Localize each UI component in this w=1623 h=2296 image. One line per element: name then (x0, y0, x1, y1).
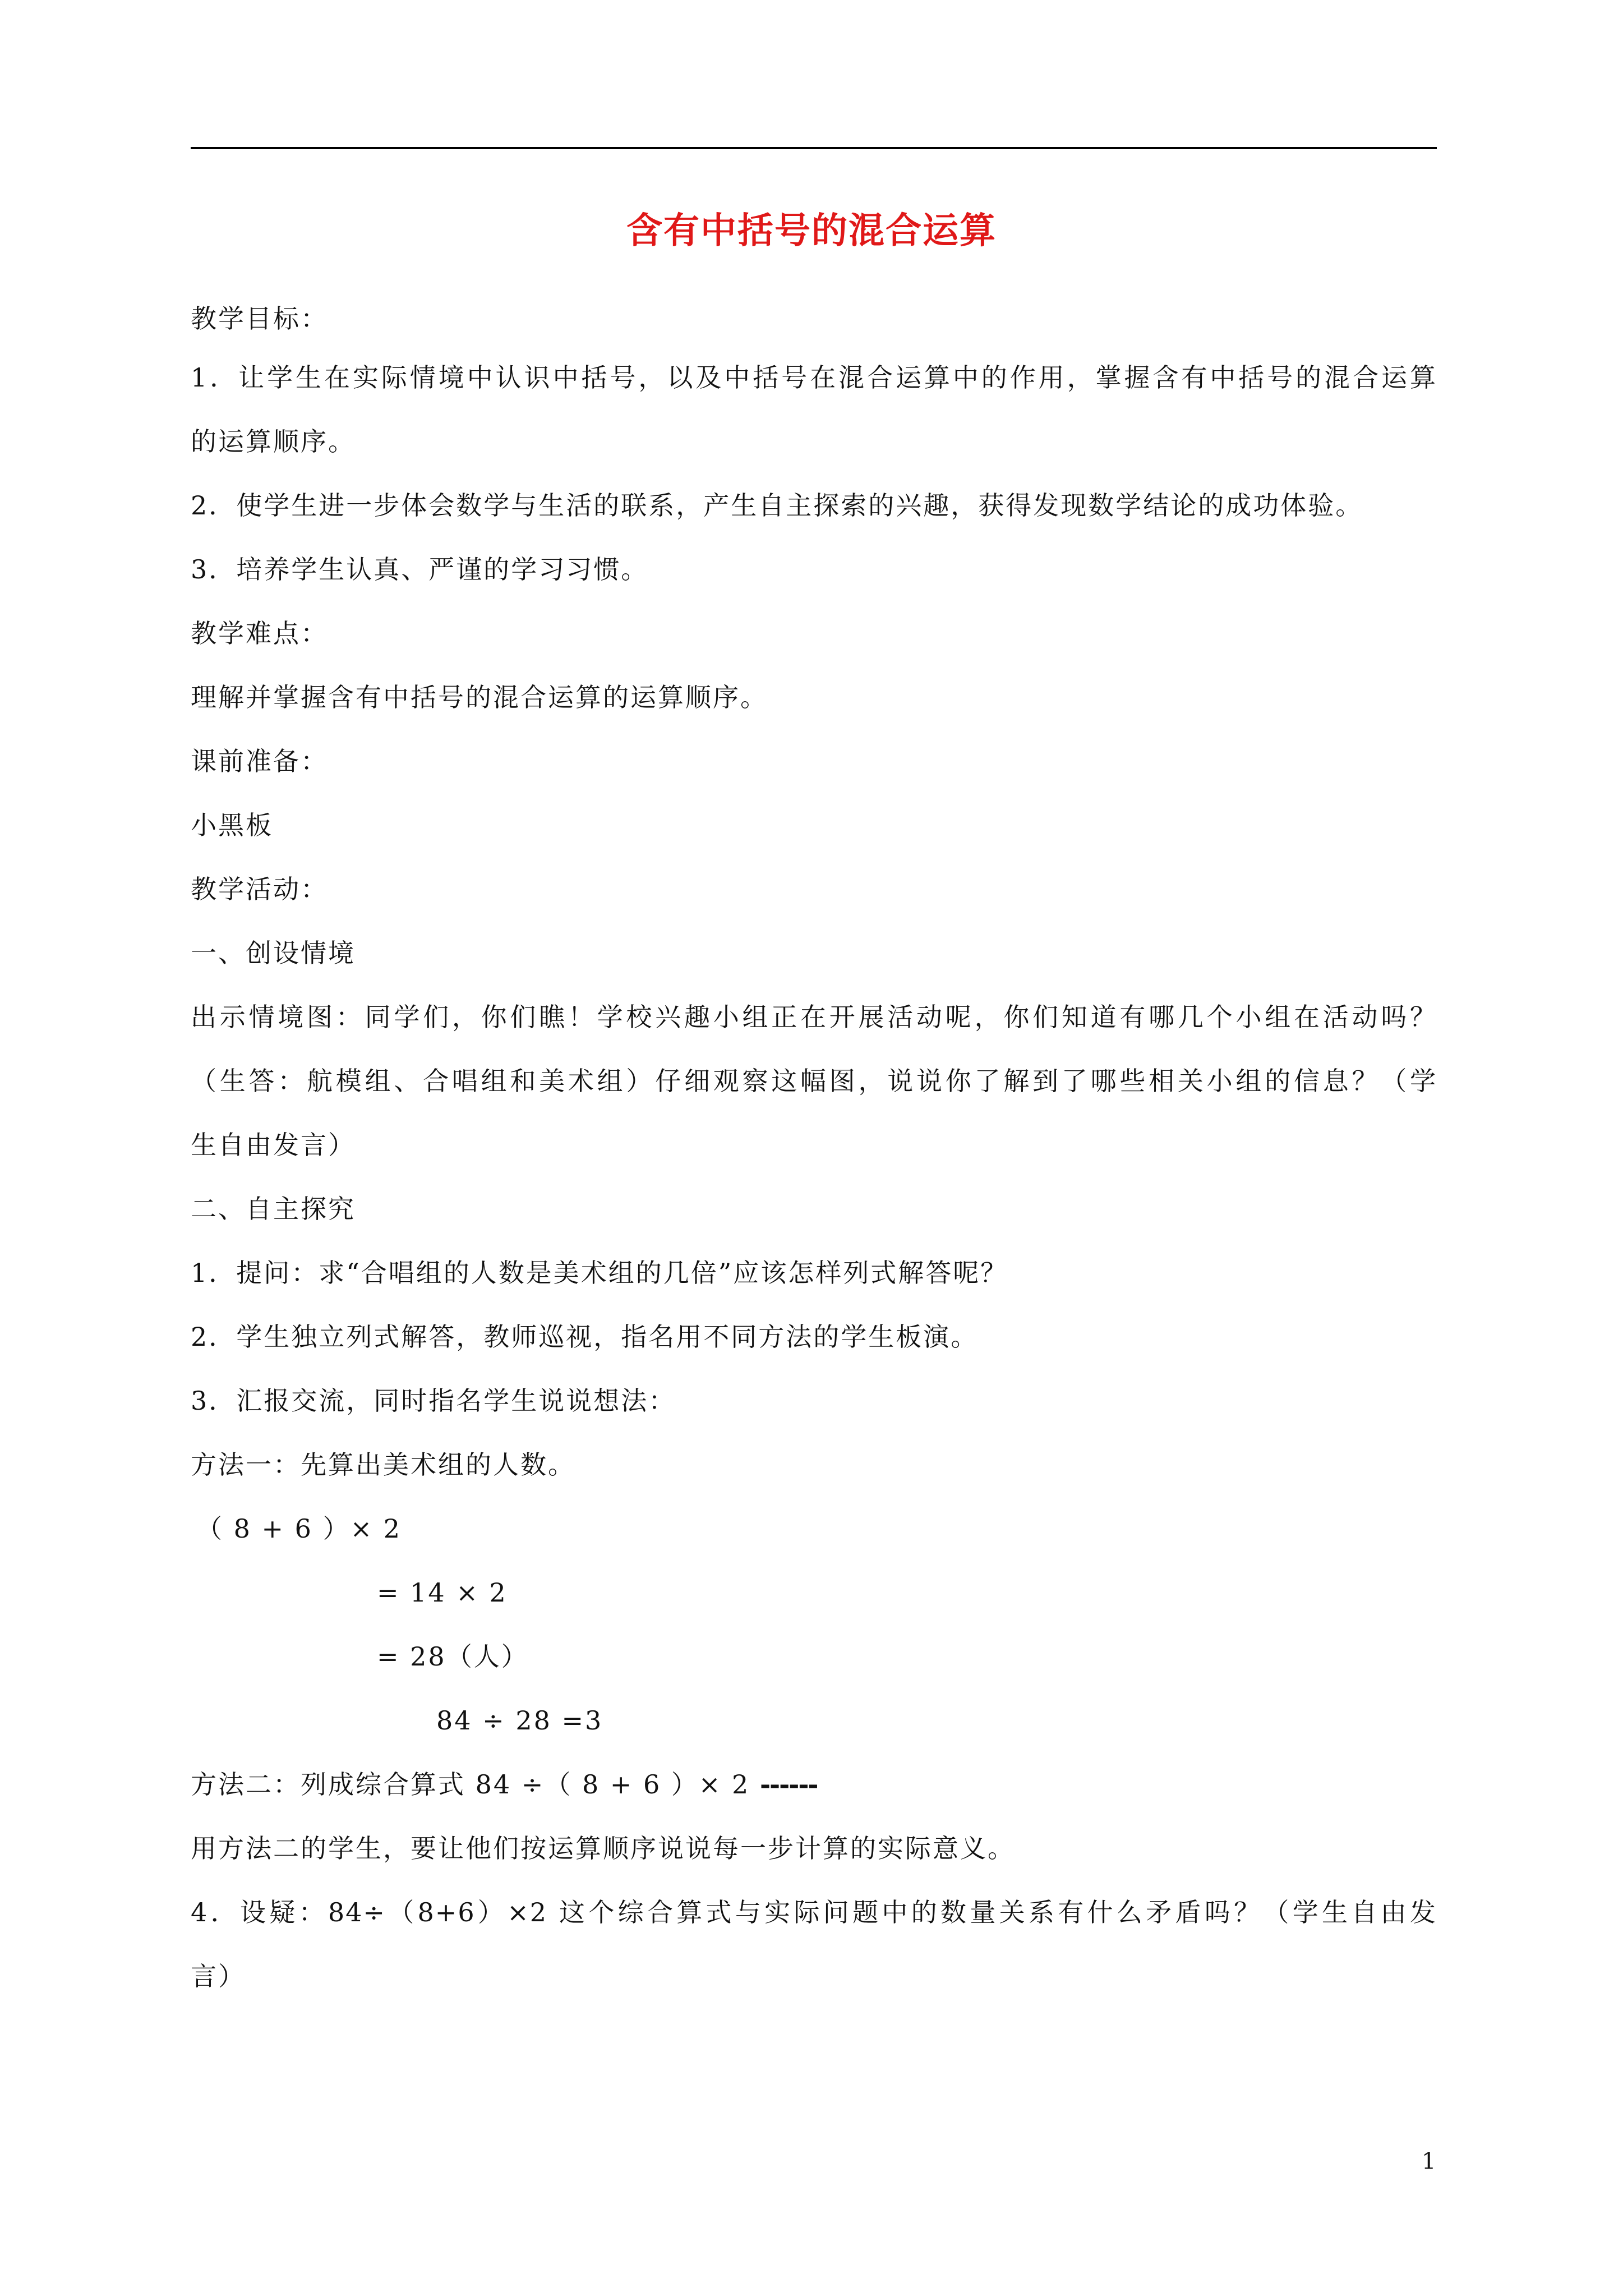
method-2-dashes: ------ (759, 1769, 818, 1800)
document-title: 含有中括号的混合运算 (626, 210, 997, 252)
calc-line-1: （ 8 + 6 ）× 2 (196, 1513, 402, 1544)
page-number: 1 (1422, 2148, 1436, 2174)
activity-heading: 教学活动： (191, 874, 328, 904)
goal-1-line-1: 1．让学生在实际情境中认识中括号，以及中括号在混合运算中的作用，掌握含有中括号的混合运算 (191, 362, 1437, 393)
section-1-heading: 一、创设情境 (191, 938, 356, 968)
method-2-text: 方法二：列成综合算式 84 ÷（ 8 + 6 ）× 2 (191, 1769, 760, 1800)
difficulty-heading: 教学难点： (191, 618, 328, 648)
calc-line-2: = 14 × 2 (377, 1577, 508, 1608)
method-2 (191, 1768, 818, 1801)
step-3: 3．汇报交流，同时指名学生说说想法： (191, 1386, 676, 1416)
goal-2: 2．使学生进一步体会数学与生活的联系，产生自主探索的兴趣，获得发现数学结论的成功体验。 (191, 490, 1363, 521)
goal-1-line-2: 的运算顺序。 (191, 426, 356, 457)
goals-heading: 教学目标： (191, 303, 328, 334)
step-4-line-2: 言） (191, 1961, 246, 1991)
method-1: 方法一：先算出美术组的人数。 (191, 1450, 575, 1480)
header-rule (191, 147, 1437, 149)
step-1: 1．提问：求“合唱组的人数是美术组的几倍”应该怎样列式解答呢？ (191, 1258, 1008, 1288)
section-1-line-2: （生答：航模组、合唱组和美术组）仔细观察这幅图，说说你了解到了哪些相关小组的信息？（学 (191, 1066, 1437, 1096)
calc-line-4: 84 ÷ 28 =3 (436, 1705, 603, 1736)
method-2-note: 用方法二的学生，要让他们按运算顺序说说每一步计算的实际意义。 (191, 1833, 1015, 1864)
difficulty-text: 理解并掌握含有中括号的混合运算的运算顺序。 (191, 682, 768, 712)
prep-heading: 课前准备： (191, 746, 328, 776)
section-1-line-3: 生自由发言） (191, 1130, 356, 1160)
goal-3: 3．培养学生认真、严谨的学习习惯。 (191, 554, 649, 585)
section-1-line-1: 出示情境图：同学们，你们瞧！学校兴趣小组正在开展活动呢，你们知道有哪几个小组在活动吗？ (191, 1002, 1437, 1032)
prep-text: 小黑板 (191, 810, 273, 840)
calc-line-3: = 28（人） (377, 1641, 529, 1672)
step-2: 2．学生独立列式解答，教师巡视，指名用不同方法的学生板演。 (191, 1322, 979, 1352)
step-4-line-1: 4．设疑：84÷（8+6）×2 这个综合算式与实际问题中的数量关系有什么矛盾吗？（学生自由发 (191, 1897, 1437, 1927)
section-2-heading: 二、自主探究 (191, 1194, 356, 1224)
